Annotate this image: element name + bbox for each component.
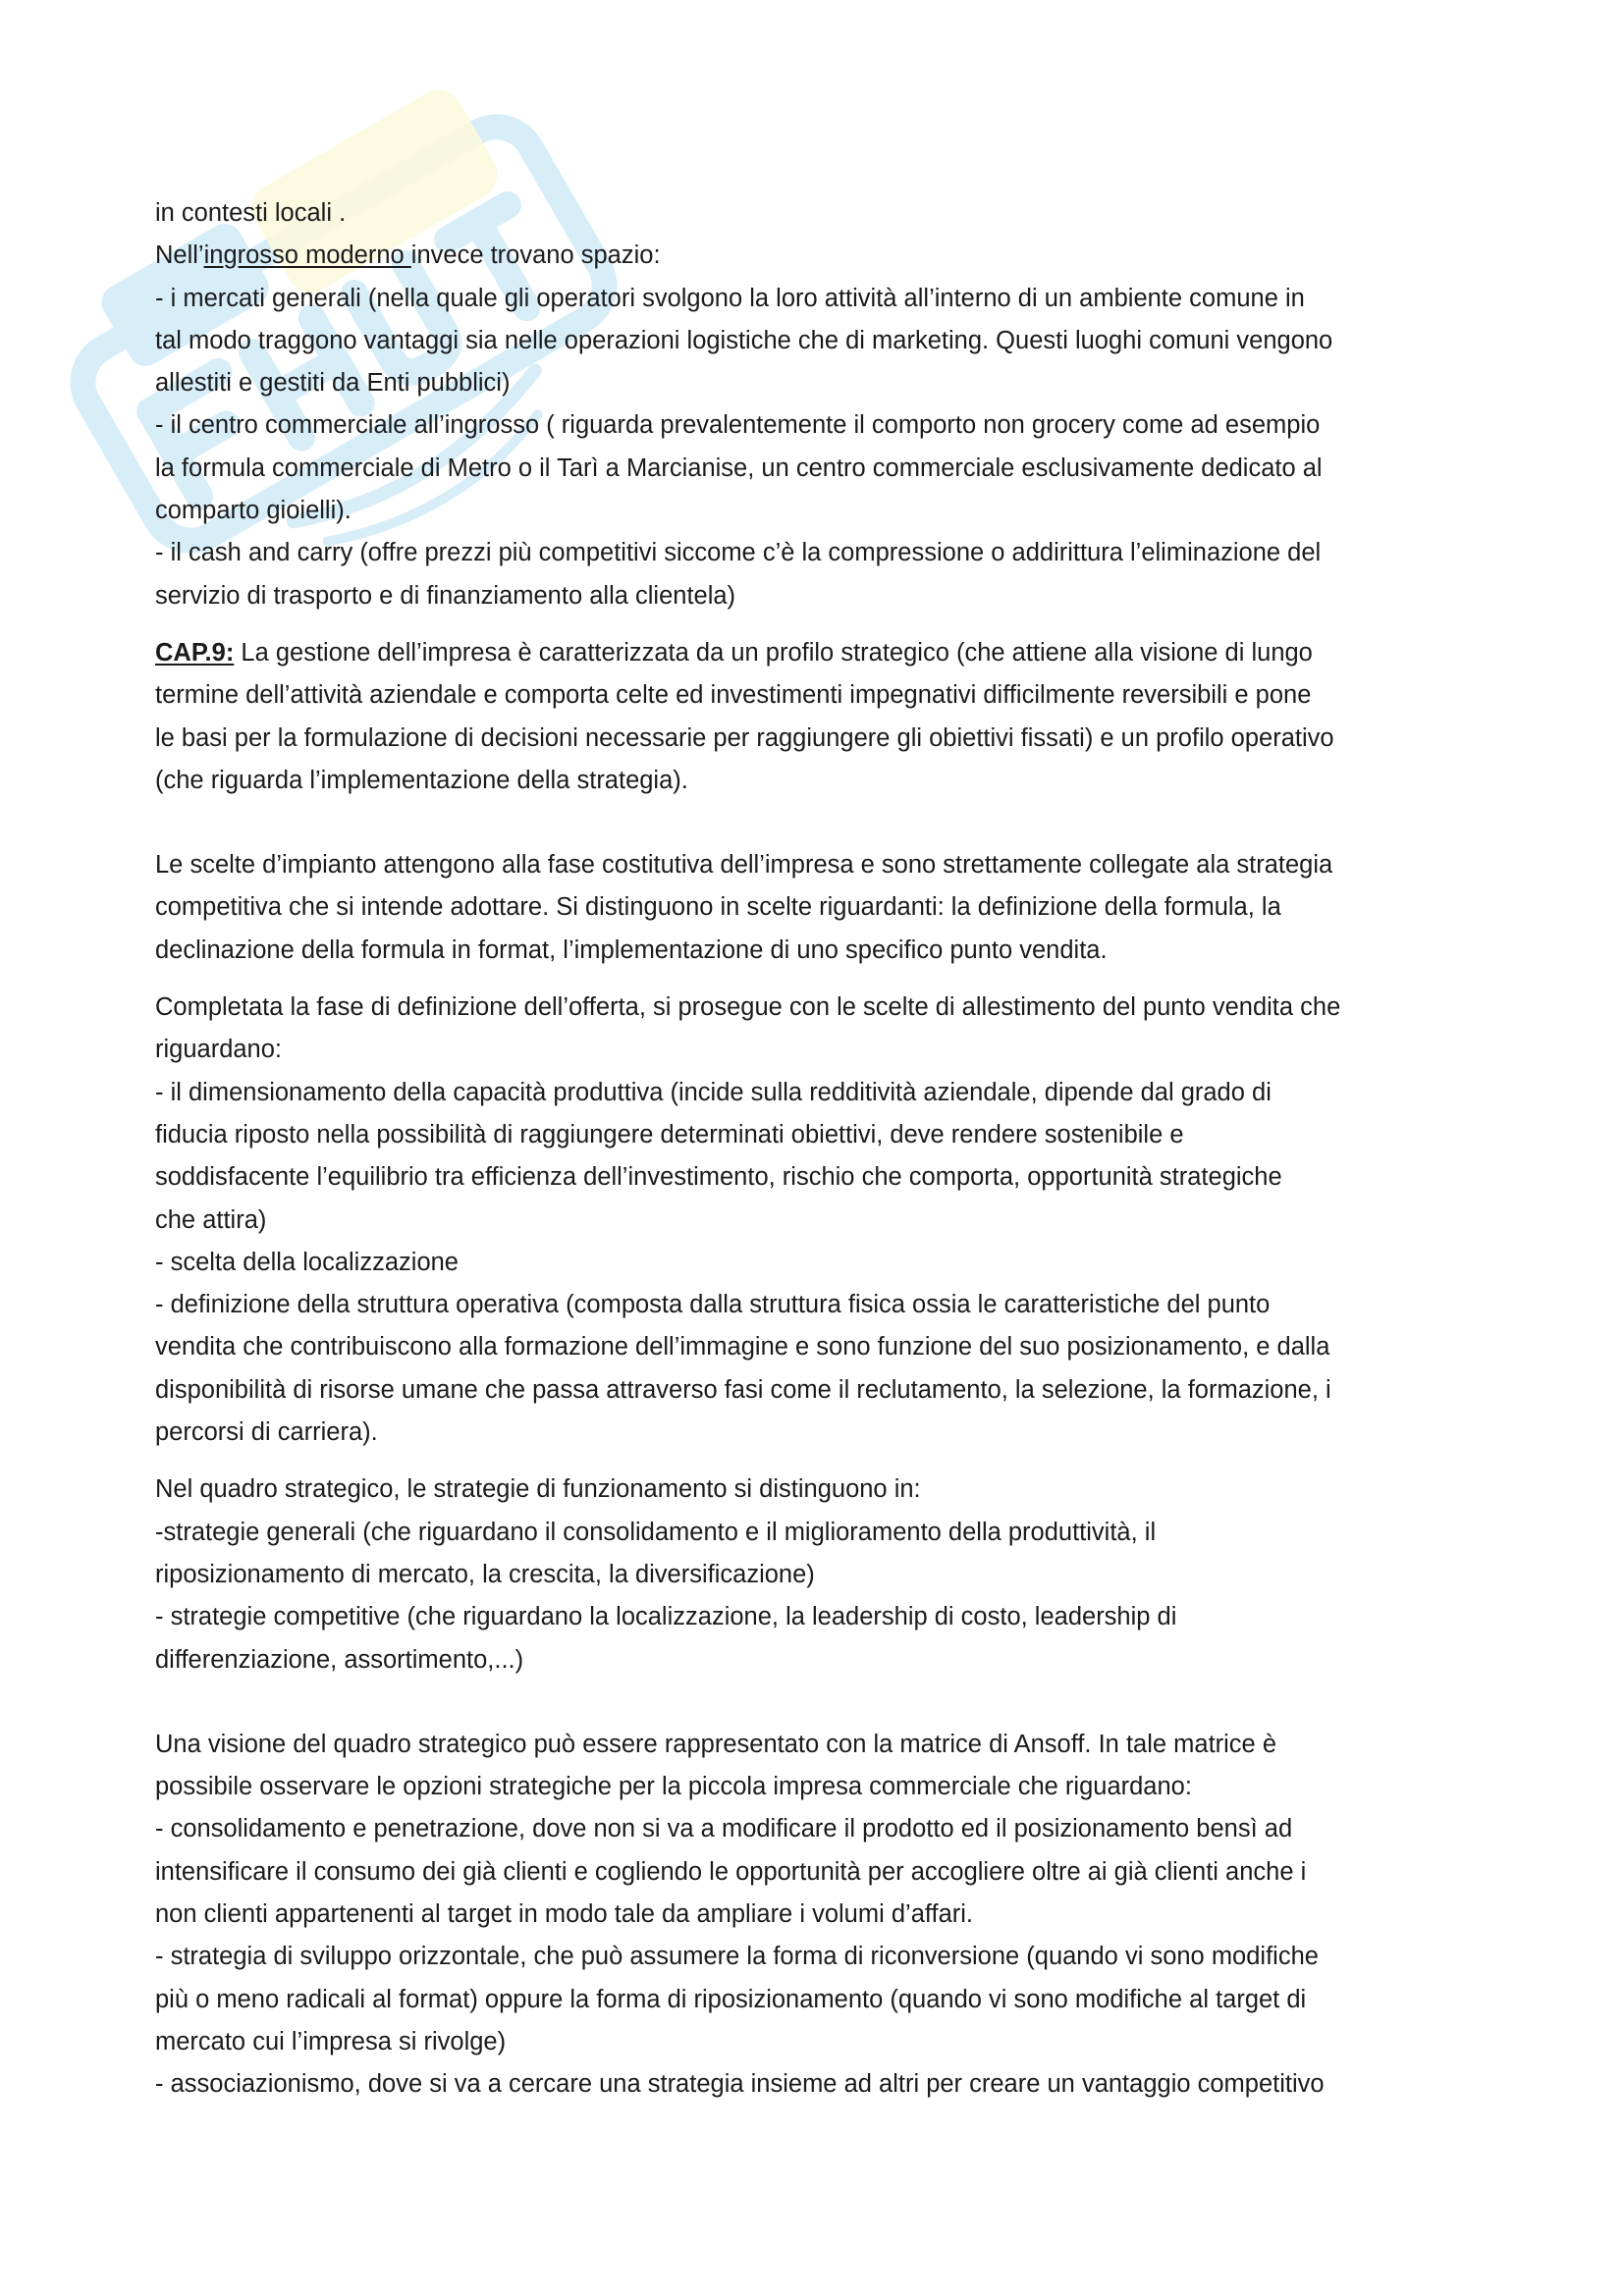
text-line (155, 235, 1490, 277)
text-line: - il cash and carry (offre prezzi più competitivi siccome c’è la compressione o addirittura l’eliminazione del (155, 539, 1322, 567)
text-line: disponibilità di risorse umane che passa attraverso fasi come il reclutamento, la selezione, la formazione, i (155, 1375, 1331, 1404)
text-line: servizio di trasporto e di finanziamento alla clientela) (155, 581, 736, 610)
text-line: Le scelte d’impianto attengono alla fase costitutiva dell’impresa e sono strettamente collegate ala strategia (155, 851, 1333, 880)
text-line: in contesti locali . (155, 199, 347, 227)
text-line: intensificare il consumo dei già clienti e cogliendo le opportunità per accogliere oltre ai già clienti anche i (155, 1857, 1307, 1886)
text-line: - scelta della localizzazione (155, 1248, 459, 1276)
text-line: la formula commerciale di Metro o il Tarì a Marcianise, un centro commerciale esclusivamente dedicato al (155, 454, 1323, 482)
text-line: - il centro commerciale all’ingrosso ( riguarda prevalentemente il comporto non grocery come ad esempio (155, 411, 1321, 440)
text-run: invece trovano spazio: (410, 241, 661, 270)
text-line: (che riguarda l’implementazione della strategia). (155, 766, 688, 794)
text-line: - i mercati generali (nella quale gli operatori svolgono la loro attività all’interno di un ambiente comune in (155, 284, 1305, 312)
paragraph-quadro-strategico (155, 1468, 1490, 1681)
text-line: le basi per la formulazione di decisioni necessarie per raggiungere gli obiettivi fissati) e un profilo operativo (155, 723, 1334, 752)
text-line: Completata la fase di definizione dell’offerta, si prosegue con le scelte di allestimento del punto vendita che (155, 993, 1341, 1022)
text-line: Nel quadro strategico, le strategie di funzionamento si distinguono in: (155, 1475, 921, 1504)
text-line: competitiva che si intende adottare. Si distinguono in scelte riguardanti: la definizione della formula, la (155, 893, 1281, 922)
text-line: - strategie competitive (che riguardano la localizzazione, la leadership di costo, leadership di (155, 1603, 1177, 1631)
text-line: vendita che contribuiscono alla formazione dell’immagine e sono funzione del suo posizionamento, e dalla (155, 1333, 1330, 1362)
text-line: differenziazione, assortimento,...) (155, 1645, 524, 1674)
text-line (155, 632, 1490, 674)
text-line: soddisfacente l’equilibrio tra efficienza dell’investimento, rischio che comporta, opportunità strategiche (155, 1163, 1282, 1192)
text-run: La gestione dell’impresa è caratterizzata da un profilo strategico (che attiene alla visione di lungo (234, 638, 1313, 667)
text-line: - consolidamento e penetrazione, dove non si va a modificare il prodotto ed il posizionamento bensì ad (155, 1815, 1293, 1843)
text-line: Una visione del quadro strategico può essere rappresentato con la matrice di Ansoff. In tale matrice è (155, 1730, 1277, 1758)
text-line: mercato cui l’impresa si rivolge) (155, 2027, 507, 2056)
text-line: - associazionismo, dove si va a cercare una strategia insieme ad altri per creare un vantaggio competitivo (155, 2070, 1325, 2099)
text-line: comparto gioielli). (155, 497, 352, 525)
text-line: fiducia riposto nella possibilità di raggiungere determinati obiettivi, deve rendere sostenibile e (155, 1120, 1184, 1148)
text-line: -strategie generali (che riguardano il consolidamento e il miglioramento della produttività, il (155, 1518, 1157, 1546)
text-line: percorsi di carriera). (155, 1418, 378, 1447)
paragraph-cap9 (155, 632, 1490, 802)
text-line: riposizionamento di mercato, la crescita, la diversificazione) (155, 1560, 815, 1588)
text-line: - il dimensionamento della capacità produttiva (incide sulla redditività aziendale, dipende dal grado di (155, 1078, 1272, 1106)
paragraph-allestimento (155, 987, 1490, 1454)
text-line: più o meno radicali al format) oppure la forma di riposizionamento (quando vi sono modifiche al target di (155, 1985, 1307, 2013)
underlined-term: ingrosso moderno (203, 241, 411, 270)
text-line: termine dell’attività aziendale e comporta celte ed investimenti impegnativi difficilmente reversibili e pone (155, 681, 1312, 710)
text-line: - definizione della struttura operativa (composta dalla struttura fisica ossia le caratteristiche del punto (155, 1291, 1271, 1319)
text-line: possibile osservare le opzioni strategiche per la piccola impresa commerciale che riguardano: (155, 1773, 1192, 1801)
text-line: tal modo traggono vantaggi sia nelle operazioni logistiche che di marketing. Questi luoghi comuni vengono (155, 326, 1333, 354)
text-line: - strategia di sviluppo orizzontale, che può assumere la forma di riconversione (quando vi sono modifiche (155, 1943, 1319, 1971)
chapter-heading: CAP.9: (155, 638, 235, 667)
paragraph-ingrosso (155, 192, 1490, 617)
text-run: Nell’ (155, 241, 204, 270)
text-line: riguardano: (155, 1036, 283, 1064)
text-line: declinazione della formula in format, l’implementazione di uno specifico punto vendita. (155, 935, 1108, 964)
document-body (155, 192, 1490, 2106)
text-line: non clienti appartenenti al target in modo tale da ampliare i volumi d’affari. (155, 1899, 974, 1928)
paragraph-matrice-ansoff (155, 1724, 1490, 2107)
text-line: che attira) (155, 1205, 267, 1234)
paragraph-scelte-impianto (155, 844, 1490, 972)
text-line: allestiti e gestiti da Enti pubblici) (155, 369, 511, 398)
